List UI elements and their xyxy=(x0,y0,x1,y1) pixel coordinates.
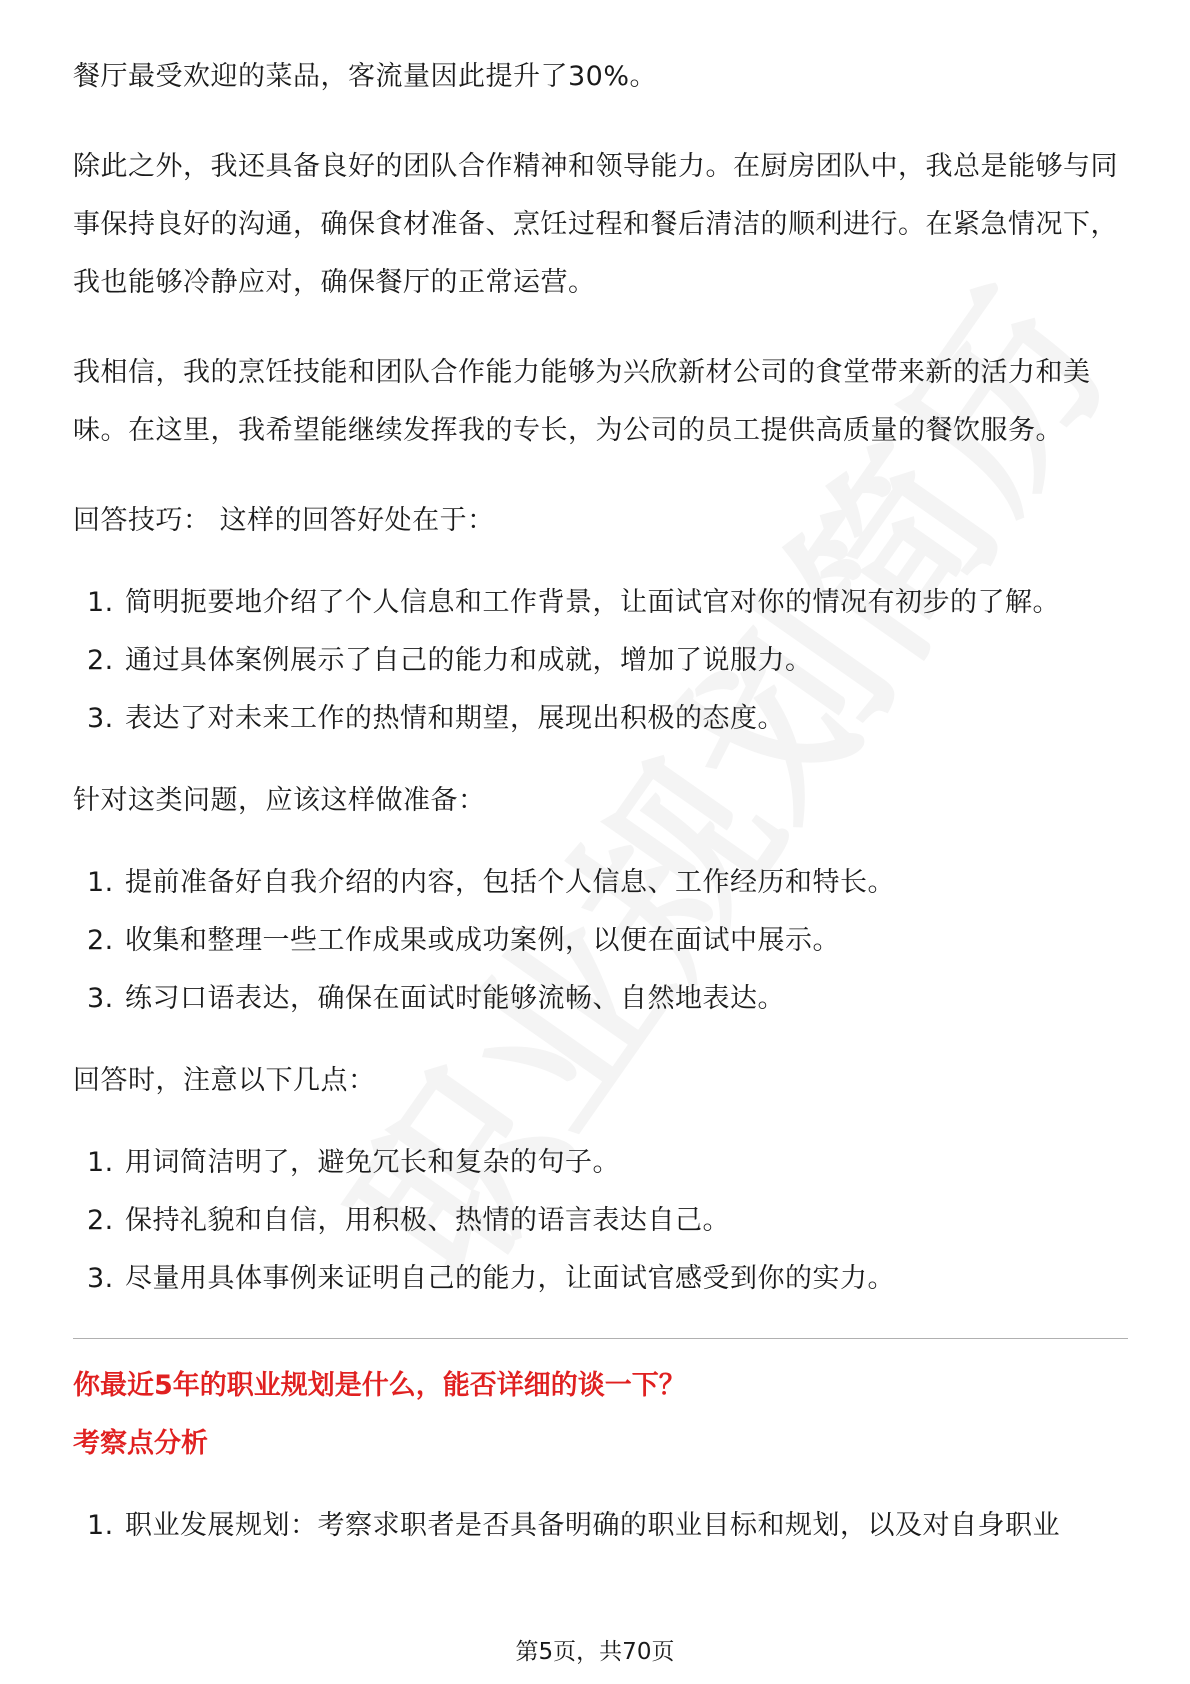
list-item xyxy=(73,912,1128,970)
list-number: 2. xyxy=(87,1205,114,1236)
list-text: 通过具体案例展示了自己的能力和成就，增加了说服力。 xyxy=(125,645,813,676)
prep-label: 针对这类问题，应该这样做准备： xyxy=(73,785,486,816)
list-text: 职业发展规划：考察求职者是否具备明确的职业目标和规划，以及对自身职业 xyxy=(125,1510,1060,1541)
list-number: 2. xyxy=(87,645,114,676)
list-text: 尽量用具体事例来证明自己的能力，让面试官感受到你的实力。 xyxy=(125,1263,895,1294)
analysis-title: 考察点分析 xyxy=(73,1428,208,1459)
section-divider xyxy=(73,1338,1128,1339)
list-text: 保持礼貌和自信，用积极、热情的语言表达自己。 xyxy=(125,1205,730,1236)
list-number: 1. xyxy=(87,587,114,618)
list-item xyxy=(73,1497,1128,1555)
list-text: 简明扼要地介绍了个人信息和工作背景，让面试官对你的情况有初步的了解。 xyxy=(125,587,1060,618)
list-number: 2. xyxy=(87,925,114,956)
tips-label: 回答技巧： 这样的回答好处在于： xyxy=(73,505,495,536)
paragraph-belief: 我相信，我的烹饪技能和团队合作能力能够为兴欣新材公司的食堂带来新的活力和美味。在这里，我希望能继续发挥我的专长，为公司的员工提供高质量的餐饮服务。 xyxy=(73,357,1091,446)
list-number: 3. xyxy=(87,983,114,1014)
tips-list xyxy=(73,574,1128,748)
list-item xyxy=(73,690,1128,748)
list-text: 提前准备好自我介绍的内容，包括个人信息、工作经历和特长。 xyxy=(125,867,895,898)
list-text: 用词简洁明了，避免冗长和复杂的句子。 xyxy=(125,1147,620,1178)
paragraph-teamwork: 除此之外，我还具备良好的团队合作精神和领导能力。在厨房团队中，我总是能够与同事保持良好的沟通，确保食材准备、烹饪过程和餐后清洁的顺利进行。在紧急情况下，我也能够冷静应对，确保餐厅的正常运营。 xyxy=(73,151,1118,298)
list-number: 3. xyxy=(87,703,114,734)
list-item xyxy=(73,1192,1128,1250)
list-item xyxy=(73,632,1128,690)
list-text: 表达了对未来工作的热情和期望，展现出积极的态度。 xyxy=(125,703,785,734)
list-number: 3. xyxy=(87,1263,114,1294)
interview-question: 你最近5年的职业规划是什么，能否详细的谈一下？ xyxy=(73,1370,686,1401)
prep-list xyxy=(73,854,1128,1028)
list-text: 练习口语表达，确保在面试时能够流畅、自然地表达。 xyxy=(125,983,785,1014)
document-content xyxy=(73,48,1128,1579)
list-item xyxy=(73,574,1128,632)
analysis-list xyxy=(73,1497,1128,1555)
list-item xyxy=(73,854,1128,912)
list-number: 1. xyxy=(87,1510,114,1541)
list-number: 1. xyxy=(87,1147,114,1178)
list-item xyxy=(73,1250,1128,1308)
page-footer: 第5页，共70页 xyxy=(515,1639,675,1665)
list-item xyxy=(73,1134,1128,1192)
attention-label: 回答时，注意以下几点： xyxy=(73,1065,376,1096)
list-text: 收集和整理一些工作成果或成功案例，以便在面试中展示。 xyxy=(125,925,840,956)
list-number: 1. xyxy=(87,867,114,898)
attention-list xyxy=(73,1134,1128,1308)
paragraph-intro-tail: 餐厅最受欢迎的菜品，客流量因此提升了30%。 xyxy=(73,61,658,92)
list-item xyxy=(73,970,1128,1028)
